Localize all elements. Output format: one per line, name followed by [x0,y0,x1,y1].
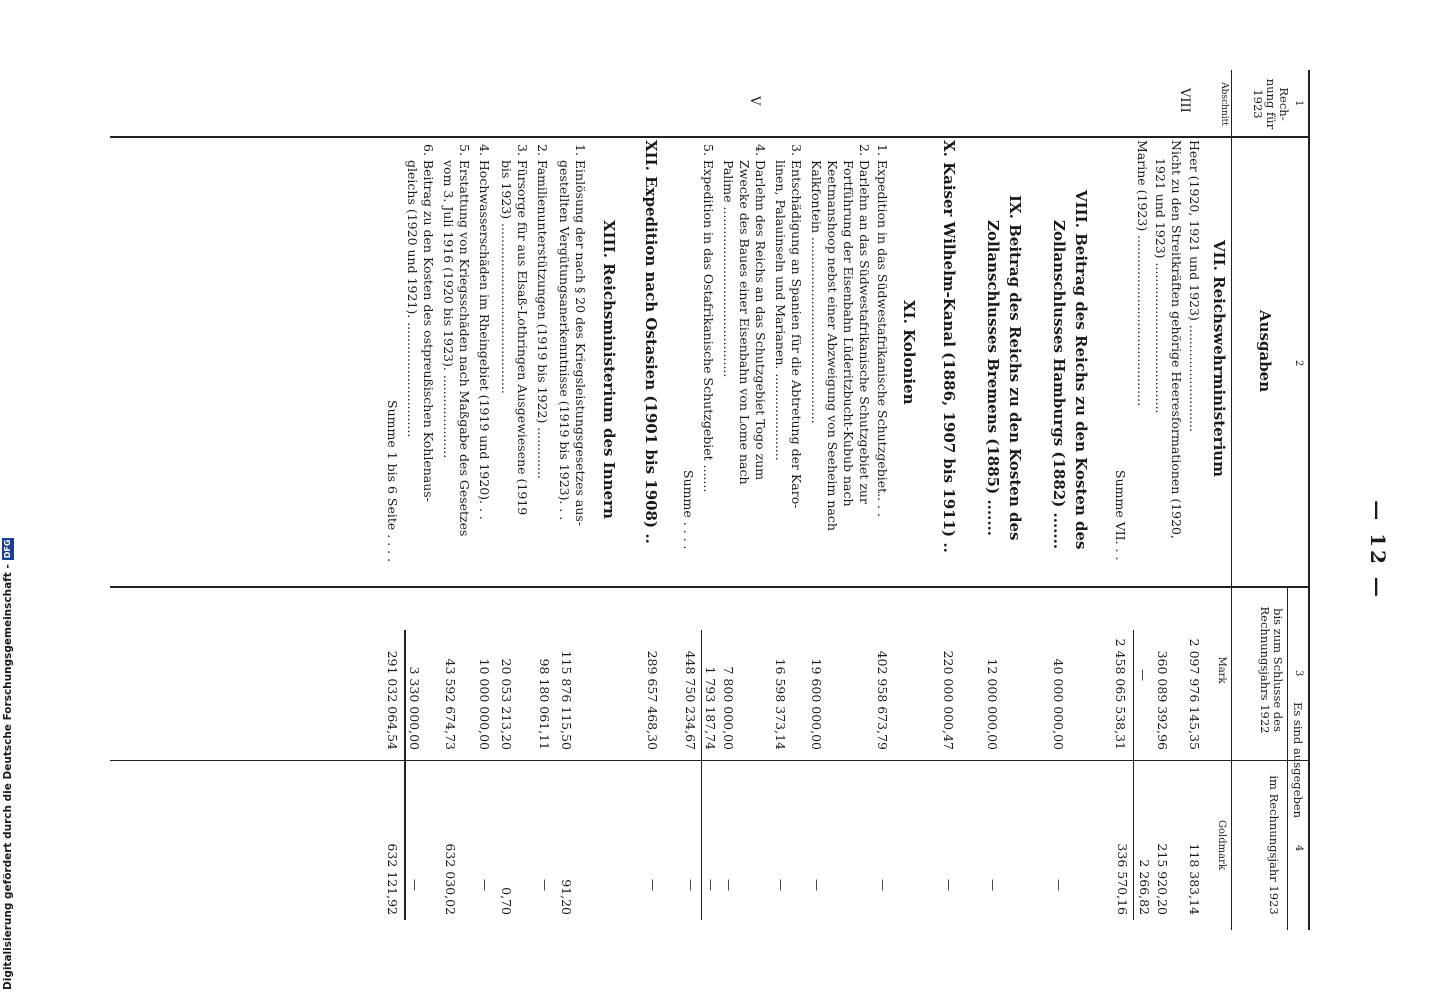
ix-mark: 12 000 000,00 [985,658,1000,750]
xiii-row-3: 3. Fürsorge für aus Elsaß-Lothringen Ausgewiesene (1919 [515,144,530,516]
xiii-row-1-cont: gestellten Vergütungsanerkenntnisse (1919 bis 1923). . . [557,160,572,521]
xiii-row-3-goldmark: 0,70 [499,887,514,915]
xi-sum-rule [701,630,702,920]
xi-row-3-cont: linen, Palauinseln und Marianen. ...................... [773,160,788,461]
col-divider-1-2 [110,136,1310,138]
section-xii-title: XII. Expedition nach Ostasien (1901 bis 1908) .. [642,140,660,544]
col2-header: Ausgaben [1256,310,1274,393]
xiii-row-2: 2. Familienunterstützungen (1919 bis 1922) ............. [535,144,550,479]
vii-row-marine-mark: — [1136,669,1150,681]
section-ix-title: IX. Beitrag des Reichs zu den Kosten des [1006,195,1024,541]
abschnitt-v: V [747,96,762,106]
table-header-border [1231,70,1232,930]
vii-sum-mark: 2 458 065 538,31 [1113,638,1128,750]
col-number-4: 4 [1293,845,1304,852]
xi-row-1-goldmark: — [876,879,890,891]
xiii-row-1-mark: 115 876 115,50 [559,650,574,750]
xi-row-5: 5. Expedition in das Ostafrikanische Schutzgebiet ....... [701,144,716,493]
col4-unit: Goldmark [1216,820,1227,870]
xi-row-3-mark: 16 598 373,14 [773,658,788,750]
xiii-row-3-mark: 20 053 213,20 [499,658,514,750]
col-divider-2-3 [110,586,1310,588]
vii-sum-rule [1133,630,1134,920]
xiii-row-2-mark: 98 180 061,11 [537,658,552,750]
xi-row-3: 3. Entschädigung an Spanien für die Abtretung der Karo- [789,144,804,509]
xiii-sum-goldmark: 632 121,92 [385,843,400,915]
section-viii-title: VIII. Beitrag des Reichs zu den Kosten des [1072,190,1090,550]
xiii-row-3-cont: bis 1923) ........................................... [499,160,514,394]
col-number-2: 2 [1293,360,1304,367]
xi-row-4: 4. Darlehn des Reichs an das Schutzgebiet Togo zum [753,144,768,481]
xiii-row-6-mark: 3 330 000,00 [407,666,422,750]
xi-row-3-goldmark: — [774,879,788,891]
xi-row-2-cont-1: Fortführung der Eisenbahn Lüderitzbucht-Kubub nach [841,160,856,507]
xi-row-4-cont-1: Zwecke des Baues einer Eisenbahn von Lome nach [737,160,752,485]
xi-sum-goldmark: — [684,879,698,891]
col3-unit: Mark [1216,656,1227,684]
xi-row-1: 1. Expedition in das Südwestafrikanische Schutzgebiet.. . . [875,144,890,517]
xiii-sum-label: Summe 1 bis 6 Seite . . . . [385,400,400,563]
section-vii-title: VII. Reichswehrministerium [1210,240,1228,478]
vii-row-heeresformationen: Nicht zu den Streitkräften gehörige Heeresformationen (1920, [1169,140,1184,539]
section-xi-title: XI. Kolonien [900,300,918,405]
x-goldmark: — [942,879,956,891]
col3-header: bis zum Schlusse des Rechnungsjahrs 1922 [1258,606,1285,734]
dfg-logo: DFG [3,539,12,559]
vii-row-marine-goldmark: 2 266,82 [1137,859,1152,915]
section-xiii-title: XIII. Reichsministerium des Innern [600,220,618,519]
viii-mark: 40 000 000,00 [1051,658,1066,750]
xi-row-2-cont-2: Keetmanshoop nebst einer Abzweigung von Seeheim nach [825,160,840,531]
xiii-row-4-goldmark: — [478,879,492,891]
vii-row-heeresformationen-mark: 360 089 392,96 [1155,650,1170,750]
xi-row-1-mark: 402 958 673,79 [875,650,890,750]
xi-row-2: 2. Darlehn an das Südwestafrikanische Schutzgebiet zur [857,144,872,504]
document-page [110,70,1390,930]
xiii-row-5: 5. Erstattung von Kriegsschäden nach Maßgabe des Gesetzes [457,144,472,537]
xiii-row-1: 1. Einlösung der nach § 20 des Kriegsleistungsgesetzes aus- [573,144,588,527]
xiii-row-5-cont: vom 3. Juli 1916 (1920 bis 1923). ..................... [441,160,456,459]
xi-sum-label: Summe . . . . [681,470,696,550]
section-x-title: X. Kaiser Wilhelm-Kanal (1886, 1907 bis 1911) .. [940,140,958,553]
xi-row-2-cont-3: Kalkfontein ............................................... [809,160,824,424]
abschnitt-viii: VIII [1177,88,1192,113]
xiii-row-4-mark: 10 000 000,00 [477,658,492,750]
vii-row-heer-mark: 2 097 976 145,35 [1187,638,1202,750]
col-divider-3-4 [110,760,1310,761]
xiii-sum-mark: 291 032 064,54 [385,650,400,750]
section-viii-title-cont: Zollanschlusses Hamburgs (1882) ....... [1050,220,1068,550]
vii-row-heeresformationen-cont: 1921 und 1923) ...................................... [1153,158,1168,414]
xiii-row-5-mark: 43 592 674,73 [443,658,458,750]
xiii-row-6-goldmark: — [408,879,422,891]
vii-row-heer-goldmark: 118 383,14 [1187,843,1202,915]
vii-sum-goldmark: 336 570,16 [1115,843,1130,915]
vii-sum-label: Summe VII. . . [1113,470,1128,561]
digitization-credit [1,470,15,990]
col1-subheader: Abschnitt [1219,82,1229,126]
xiii-row-6-cont: gleichs (1920 und 1921). ............................. [405,160,420,438]
xiii-row-2-goldmark: — [538,879,552,891]
ix-goldmark: — [986,879,1000,891]
xi-row-4-goldmark: — [722,879,736,891]
credit-text: Digitalisierung gefördert durch die Deutsche Forschungsgemeinschaft - [2,564,14,990]
page-number: — 12 — [1366,500,1390,600]
viii-goldmark: — [1052,879,1066,891]
xi-row-4-mark: 7 800 000,00 [721,666,736,750]
col3-col4-group-header: Es sind ausgegeben [1291,701,1305,819]
table-top-border [1308,70,1310,930]
col-number-1: 1 [1293,100,1304,107]
section-ix-title-cont: Zollanschlusses Bremens (1885) ....... [984,220,1002,536]
xi-sum-mark: 448 750 234,67 [683,650,698,750]
xii-mark: 289 657 468,30 [645,650,660,750]
col4-header: im Rechnungsjahr 1923 [1267,775,1281,915]
xi-row-4-cont-2: Palime ........................................... [721,160,736,378]
xi-row-2-mark: 19 600 000,00 [809,658,824,750]
xii-goldmark: — [646,879,660,891]
vii-row-marine: Marine (1923) ........................................... [1135,140,1150,407]
col3-col4-group-line [1287,586,1288,930]
xiii-row-6: 6. Beitrag zu den Kosten des ostpreußischen Kohlenaus- [421,144,436,502]
xi-row-5-mark: 1 793 187,74 [703,666,718,750]
xi-row-5-goldmark: — [704,879,718,891]
xiii-row-4: 4. Hochwasserschäden im Rheingebiet (1919 und 1920). . . [477,144,492,520]
xiii-row-5-goldmark: 632 030,02 [443,843,458,915]
xiii-sum-rule [404,630,406,920]
x-mark: 220 000 000,47 [941,650,956,750]
vii-row-heer: Heer (1920, 1921 und 1923) ........................... [1187,140,1202,433]
xiii-row-1-goldmark: 91,20 [559,879,574,915]
xi-row-2-goldmark: — [810,879,824,891]
col-number-3: 3 [1293,670,1304,677]
vii-row-heeresformationen-goldmark: 215 920,20 [1155,843,1170,915]
col1-header: Rech- nung für 1923 [1251,78,1291,130]
